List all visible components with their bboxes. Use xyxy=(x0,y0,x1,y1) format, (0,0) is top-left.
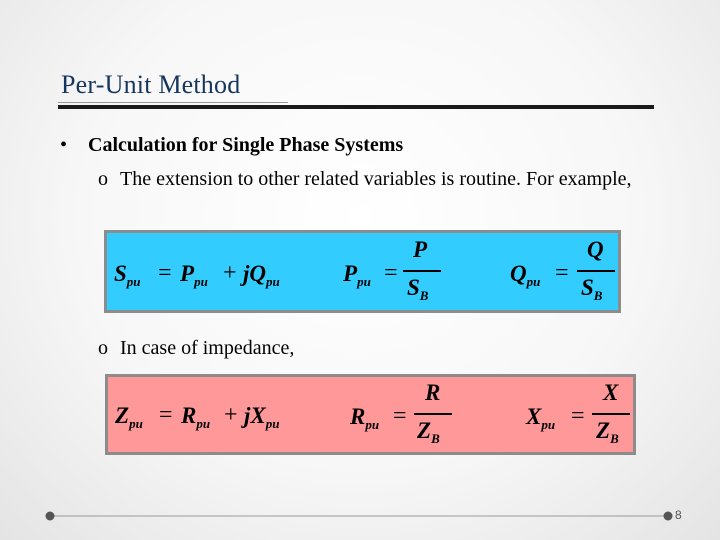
q-pu-denominator: S xyxy=(581,275,594,300)
x-pu-fraction-bar xyxy=(592,413,630,415)
z-pu-term2: jX xyxy=(244,403,266,428)
q-pu-denominator-sub: B xyxy=(593,288,603,303)
p-pu-lhs: P xyxy=(343,261,358,286)
sub-item-text: In case of impedance, xyxy=(120,337,295,359)
title-thin-rule xyxy=(58,102,288,103)
p-pu-equals: = xyxy=(384,260,398,286)
r-pu-numerator: R xyxy=(425,380,441,405)
r-pu-lhs-sub: pu xyxy=(365,417,380,432)
z-pu-equals: = xyxy=(159,402,173,428)
equation-z-pu xyxy=(115,383,305,453)
z-pu-lhs: Z xyxy=(115,403,130,428)
equation-r-pu xyxy=(350,380,460,450)
title-rule xyxy=(58,105,654,109)
r-pu-equals: = xyxy=(393,403,407,429)
s-pu-term1: P xyxy=(180,261,195,286)
page-number: 8 xyxy=(675,508,682,522)
power-equations-box xyxy=(104,230,621,313)
equation-q-pu xyxy=(510,237,620,307)
r-pu-denominator: Z xyxy=(417,418,432,443)
r-pu-lhs: R xyxy=(350,404,366,429)
x-pu-lhs-sub: pu xyxy=(541,417,556,432)
s-pu-lhs: S xyxy=(114,261,127,286)
bullet-marker: • xyxy=(60,134,68,156)
slide-title: Per-Unit Method xyxy=(61,70,241,99)
r-pu-denominator-sub: B xyxy=(431,431,440,446)
x-pu-equals: = xyxy=(571,403,585,429)
x-pu-numerator: X xyxy=(603,380,619,405)
q-pu-numerator: Q xyxy=(587,237,604,262)
equation-s-pu xyxy=(114,241,304,311)
equation-x-pu xyxy=(526,380,636,450)
q-pu-lhs-sub: pu xyxy=(526,274,541,289)
s-pu-plus: + xyxy=(223,260,237,286)
p-pu-denominator-sub: B xyxy=(419,288,429,303)
q-pu-lhs: Q xyxy=(510,261,527,286)
z-pu-plus: + xyxy=(224,402,238,428)
sub-marker: o xyxy=(98,337,108,359)
footer-dot-left-icon xyxy=(46,512,55,521)
p-pu-numerator: P xyxy=(413,237,428,262)
z-pu-term1: R xyxy=(181,403,197,428)
sub-item-text: The extension to other related variables is routine. For example, xyxy=(120,168,632,190)
s-pu-term2: jQ xyxy=(243,261,266,286)
footer-dot-right-icon xyxy=(664,512,673,521)
equation-p-pu xyxy=(343,237,453,307)
q-pu-fraction-bar xyxy=(577,270,615,272)
p-pu-lhs-sub: pu xyxy=(357,274,371,289)
s-pu-term1-sub: pu xyxy=(194,274,208,289)
s-pu-equals: = xyxy=(158,260,172,286)
z-pu-term2-sub: pu xyxy=(265,416,280,431)
p-pu-fraction-bar xyxy=(403,270,441,272)
s-pu-lhs-sub: pu xyxy=(126,274,141,289)
p-pu-denominator: S xyxy=(407,275,420,300)
x-pu-denominator: Z xyxy=(596,418,611,443)
sub-marker: o xyxy=(98,168,108,190)
bullet-single-phase xyxy=(60,134,403,157)
r-pu-fraction-bar xyxy=(414,413,452,415)
q-pu-equals: = xyxy=(555,260,569,286)
x-pu-lhs: X xyxy=(526,404,542,429)
z-pu-term1-sub: pu xyxy=(196,416,211,431)
s-pu-term2-sub: pu xyxy=(266,274,280,289)
bullet-text: Calculation for Single Phase Systems xyxy=(88,134,404,156)
impedance-equations-box xyxy=(105,374,636,455)
z-pu-lhs-sub: pu xyxy=(129,416,143,431)
x-pu-denominator-sub: B xyxy=(610,431,619,446)
